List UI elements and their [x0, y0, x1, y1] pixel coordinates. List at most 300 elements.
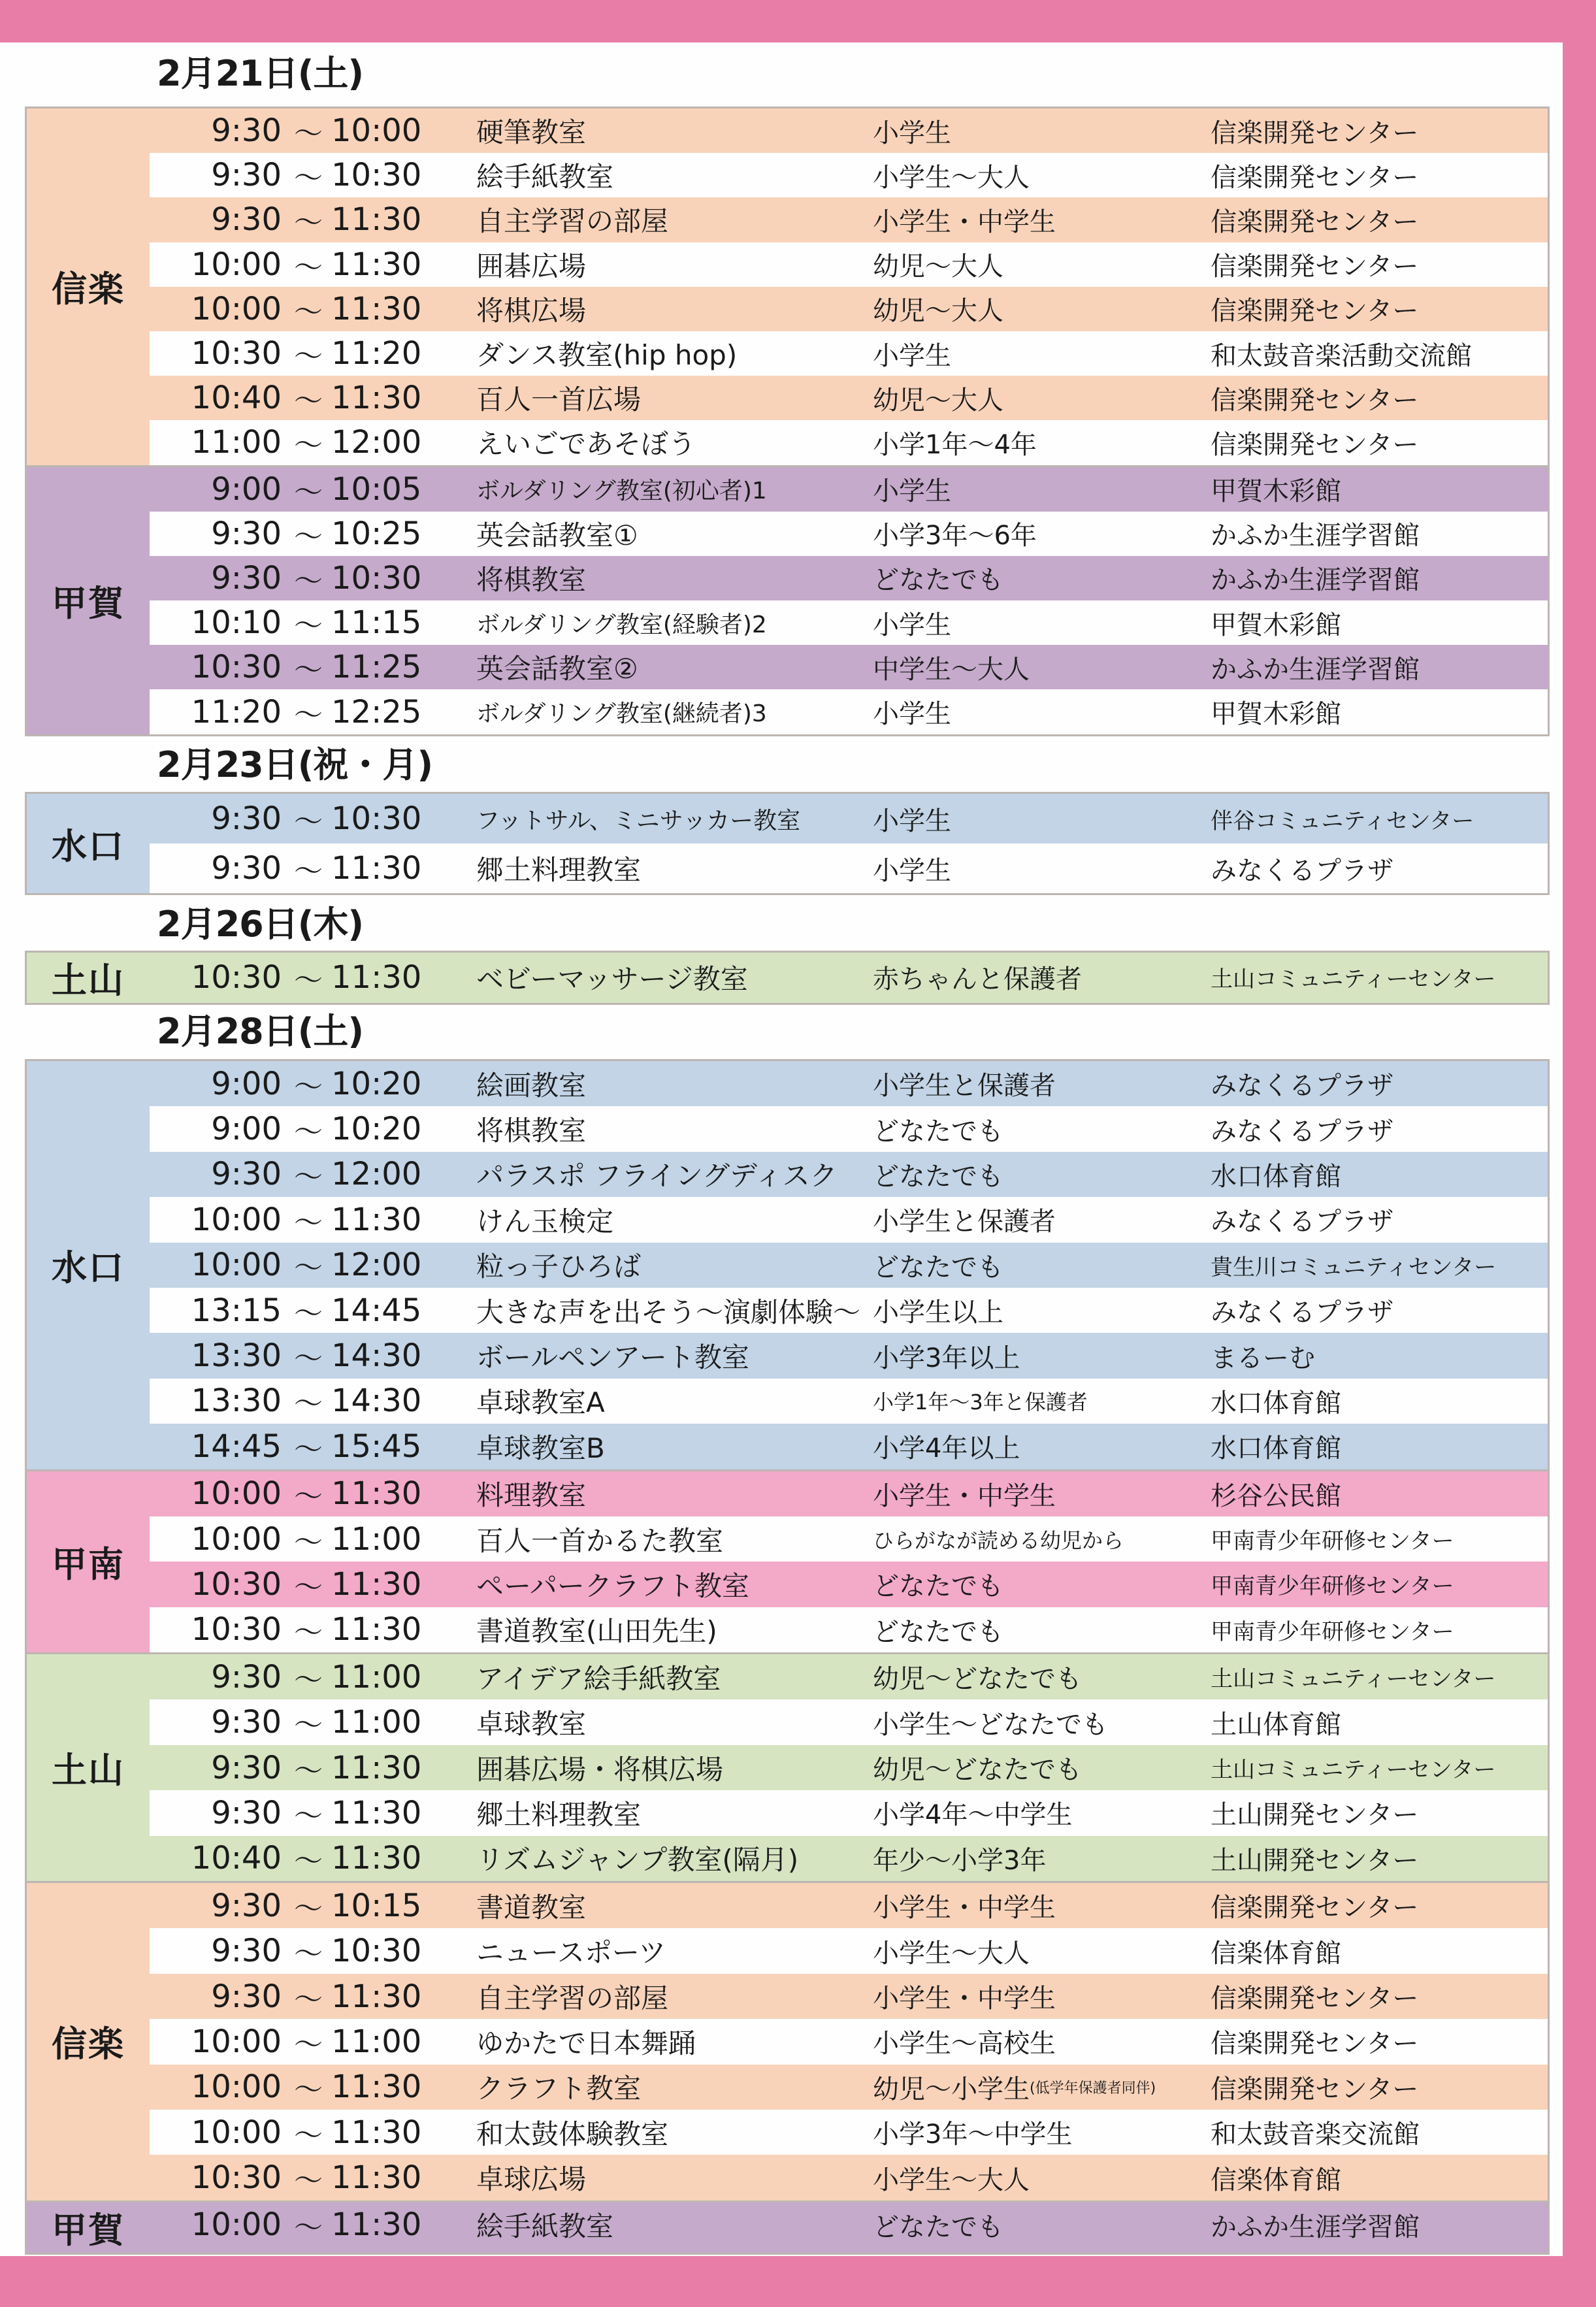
area-group-甲南 — [27, 1469, 1548, 1653]
event-row — [150, 2155, 1548, 2200]
event-row — [150, 420, 1548, 465]
venue: 信楽開発センター — [1211, 429, 1419, 460]
event-title: 書道教室(山田先生) — [476, 1615, 717, 1648]
time-separator: 〜 — [294, 1070, 323, 1104]
venue: 信楽体育館 — [1211, 2165, 1341, 2195]
target-audience — [873, 600, 951, 645]
target-audience — [873, 2019, 1056, 2064]
venue: 信楽開発センター — [1211, 118, 1419, 148]
time-separator: 〜 — [294, 1982, 323, 2016]
start-time: 9:30 — [211, 559, 282, 597]
time-separator: 〜 — [294, 564, 323, 598]
time-separator: 〜 — [294, 1570, 323, 1604]
venue: 信楽開発センター — [1211, 162, 1419, 193]
time-separator: 〜 — [294, 1480, 323, 1514]
end-time: 11:00 — [331, 2023, 422, 2060]
event-row — [150, 467, 1548, 512]
start-time: 9:30 — [211, 1978, 282, 2015]
end-time: 11:30 — [331, 201, 422, 238]
end-time: 11:00 — [331, 1704, 422, 1741]
time-separator: 〜 — [294, 1342, 323, 1376]
end-time: 11:30 — [331, 1475, 422, 1513]
event-title: アイデア絵手紙教室 — [476, 1662, 721, 1695]
event-row — [150, 645, 1548, 689]
event-title: 百人一首広場 — [476, 384, 642, 416]
start-time: 13:30 — [191, 1383, 282, 1420]
target-text: 小学生 — [873, 699, 951, 730]
event-title: 料理教室 — [476, 1479, 587, 1512]
event-row — [150, 2110, 1548, 2155]
event-title: リズムジャンプ教室(隔月) — [476, 1844, 799, 1876]
event-row — [150, 1106, 1548, 1151]
target-text: どなたでも — [873, 565, 1003, 596]
event-row — [150, 1061, 1548, 1106]
target-text: 小学4年以上 — [873, 1433, 1020, 1464]
schedule-table — [25, 792, 1550, 895]
start-time: 10:00 — [191, 1520, 282, 1558]
target-text: 小学生 — [873, 476, 951, 507]
venue: 信楽開発センター — [1211, 1984, 1419, 2014]
venue: 土山開発センター — [1211, 1845, 1419, 1876]
venue: まるーむ — [1211, 1343, 1315, 1373]
venue: 甲南青少年研修センター — [1211, 1618, 1454, 1645]
time-separator: 〜 — [294, 1754, 323, 1788]
start-time: 9:30 — [211, 1933, 282, 1970]
event-title: 囲碁広場・将棋広場 — [476, 1753, 724, 1786]
area-group-甲賀 — [27, 2201, 1548, 2253]
time-separator: 〜 — [294, 429, 323, 463]
venue: 信楽開発センター — [1211, 2074, 1419, 2104]
start-time: 9:30 — [211, 515, 282, 552]
end-time: 10:15 — [331, 1887, 422, 1924]
end-time: 11:30 — [331, 958, 422, 996]
target-audience — [873, 1106, 1003, 1151]
target-text: 中学生〜大人 — [873, 654, 1030, 685]
target-text: どなたでも — [873, 2212, 1003, 2242]
target-text: 小学3年〜6年 — [873, 521, 1037, 551]
target-audience — [873, 556, 1003, 600]
event-title: 書道教室 — [476, 1891, 587, 1923]
event-title: フットサル、ミニサッカー教室 — [476, 807, 801, 834]
target-text: 幼児〜小学生 — [873, 2074, 1030, 2104]
target-audience — [873, 512, 1037, 556]
target-audience — [873, 108, 951, 153]
target-audience — [873, 242, 1003, 287]
event-rows — [150, 794, 1548, 893]
target-audience — [873, 1883, 1056, 1928]
start-time: 9:30 — [211, 1749, 282, 1786]
target-audience — [873, 420, 1037, 465]
end-time: 11:30 — [331, 1201, 422, 1238]
target-audience — [873, 645, 1030, 689]
start-time: 10:00 — [191, 290, 282, 327]
venue: 水口体育館 — [1211, 1161, 1341, 1192]
venue: かふか生涯学習館 — [1211, 654, 1420, 685]
event-rows — [150, 1654, 1548, 1881]
event-title: ダンス教室(hip hop) — [476, 339, 738, 372]
target-audience — [873, 1379, 1088, 1424]
event-row — [150, 953, 1548, 1002]
venue: 信楽開発センター — [1211, 252, 1419, 282]
time-separator: 〜 — [294, 805, 323, 838]
start-time: 10:00 — [191, 2069, 282, 2106]
start-time: 10:30 — [191, 1611, 282, 1648]
target-text: 小学生 — [873, 806, 951, 836]
time-separator: 〜 — [294, 855, 323, 888]
area-label: 土山 — [52, 960, 125, 1001]
end-time: 14:45 — [331, 1292, 422, 1329]
event-row — [150, 1243, 1548, 1288]
area-group-甲賀 — [27, 465, 1548, 734]
target-audience — [873, 1745, 1082, 1790]
area-label: 土山 — [52, 1750, 125, 1792]
target-audience — [873, 1516, 1124, 1562]
event-title: ボルダリング教室(経験者)2 — [476, 611, 767, 638]
target-text: 小学4年〜中学生 — [873, 1800, 1073, 1831]
target-audience — [873, 1061, 1056, 1106]
venue: 信楽開発センター — [1211, 2029, 1419, 2059]
time-separator: 〜 — [294, 2164, 323, 2198]
target-audience — [873, 1654, 1082, 1699]
time-separator: 〜 — [294, 117, 323, 151]
event-title: 卓球広場 — [476, 2163, 587, 2196]
date-heading: 2月26日(木) — [157, 904, 364, 945]
event-title: 将棋教室 — [476, 1115, 587, 1147]
schedule-table — [25, 106, 1550, 736]
event-title: ゆかたで日本舞踊 — [476, 2027, 696, 2059]
end-time: 11:30 — [331, 2206, 422, 2244]
time-separator: 〜 — [294, 1205, 323, 1239]
venue: 甲南青少年研修センター — [1211, 1528, 1454, 1555]
venue: 甲賀木彩館 — [1211, 699, 1341, 730]
start-time: 10:40 — [191, 380, 282, 417]
venue: みなくるプラザ — [1211, 1071, 1393, 1102]
target-text: ひらがなが読める幼児から — [873, 1528, 1124, 1553]
event-title: 将棋教室 — [476, 563, 587, 596]
end-time: 11:30 — [331, 246, 422, 283]
event-row — [150, 2202, 1548, 2248]
event-title: 粒っ子ひろば — [476, 1251, 642, 1283]
time-separator: 〜 — [294, 609, 323, 643]
target-text: 小学生・中学生 — [873, 1893, 1056, 1923]
event-title: 郷土料理教室 — [476, 854, 642, 886]
end-time: 12:00 — [331, 1247, 422, 1284]
target-text: 幼児〜どなたでも — [873, 1664, 1082, 1695]
event-row — [150, 1699, 1548, 1744]
target-text: 小学生以上 — [873, 1298, 1003, 1328]
time-separator: 〜 — [294, 340, 323, 374]
start-time: 9:00 — [211, 1065, 282, 1102]
target-audience — [873, 953, 1082, 1002]
event-row — [150, 1333, 1548, 1378]
target-audience — [873, 1333, 1020, 1378]
area-group-土山 — [27, 1652, 1548, 1881]
time-separator: 〜 — [294, 1937, 323, 1971]
target-audience — [873, 1197, 1056, 1242]
target-text: 小学生〜大人 — [873, 162, 1030, 193]
area-label: 甲賀 — [52, 582, 125, 624]
target-text: 幼児〜大人 — [873, 385, 1003, 416]
end-time: 10:30 — [331, 1933, 422, 1970]
target-text: どなたでも — [873, 1616, 1003, 1647]
event-row — [150, 331, 1548, 376]
event-rows — [150, 2202, 1548, 2253]
target-text: 小学生・中学生 — [873, 1984, 1056, 2014]
event-title: 百人一首かるた教室 — [476, 1524, 724, 1557]
event-row — [150, 1928, 1548, 1973]
time-separator: 〜 — [294, 1663, 323, 1697]
event-title: 和太鼓体験教室 — [476, 2118, 669, 2150]
time-separator: 〜 — [294, 384, 323, 418]
start-time: 11:20 — [191, 693, 282, 730]
start-time: 9:30 — [211, 157, 282, 194]
target-audience — [873, 331, 951, 376]
start-time: 9:30 — [211, 1887, 282, 1924]
target-text: 小学1年〜4年 — [873, 429, 1037, 460]
time-separator: 〜 — [294, 475, 323, 509]
event-row — [150, 376, 1548, 420]
end-time: 11:30 — [331, 850, 422, 887]
event-title: 英会話教室① — [476, 519, 638, 551]
start-time: 13:15 — [191, 1292, 282, 1329]
event-title: 大きな声を出そう〜演劇体験〜 — [476, 1296, 861, 1328]
target-audience — [873, 1471, 1056, 1516]
start-time: 11:00 — [191, 424, 282, 461]
area-group-土山 — [27, 953, 1548, 1003]
start-time: 9:30 — [211, 112, 282, 150]
venue: 甲賀木彩館 — [1211, 610, 1341, 640]
event-row — [150, 843, 1548, 893]
event-title: ベビーマッサージ教室 — [476, 962, 748, 995]
target-text: 小学3年〜中学生 — [873, 2119, 1073, 2150]
target-audience — [873, 1607, 1003, 1652]
end-time: 11:30 — [331, 1794, 422, 1831]
start-time: 10:00 — [191, 2023, 282, 2060]
venue: 甲南青少年研修センター — [1211, 1573, 1454, 1600]
end-time: 11:15 — [331, 604, 422, 642]
time-separator: 〜 — [294, 2118, 323, 2152]
target-audience — [873, 1928, 1030, 1973]
event-row — [150, 1471, 1548, 1516]
venue: 信楽開発センター — [1211, 296, 1419, 327]
target-text: 小学生 — [873, 855, 951, 886]
target-note: (低学年保護者同伴) — [1030, 2080, 1156, 2097]
end-time: 11:30 — [331, 2069, 422, 2106]
start-time: 10:30 — [191, 1565, 282, 1603]
area-group-信楽 — [27, 1881, 1548, 2201]
start-time: 10:00 — [191, 1475, 282, 1513]
start-time: 10:00 — [191, 2206, 282, 2244]
area-label: 甲賀 — [52, 2209, 125, 2251]
venue: 水口体育館 — [1211, 1433, 1341, 1464]
venue: 信楽開発センター — [1211, 385, 1419, 416]
event-row — [150, 108, 1548, 153]
event-row — [150, 197, 1548, 242]
event-row — [150, 1288, 1548, 1333]
target-audience — [873, 467, 951, 512]
time-separator: 〜 — [294, 250, 323, 284]
end-time: 10:30 — [331, 559, 422, 597]
start-time: 10:00 — [191, 1201, 282, 1238]
target-text: どなたでも — [873, 1161, 1003, 1192]
event-title: えいごであそぼう — [476, 428, 696, 461]
start-time: 10:10 — [191, 604, 282, 642]
time-separator: 〜 — [294, 1844, 323, 1878]
target-text: 幼児〜大人 — [873, 296, 1003, 327]
event-title: ボルダリング教室(初心者)1 — [476, 478, 767, 505]
area-label: 甲南 — [52, 1543, 125, 1585]
target-audience — [873, 2065, 1156, 2110]
venue: みなくるプラザ — [1211, 855, 1393, 886]
target-text: 小学生〜どなたでも — [873, 1709, 1108, 1740]
time-separator: 〜 — [294, 2073, 323, 2107]
target-audience — [873, 1424, 1020, 1469]
event-row — [150, 600, 1548, 645]
area-label: 信楽 — [52, 269, 125, 310]
event-row — [150, 1790, 1548, 1835]
event-row — [150, 2019, 1548, 2064]
event-row — [150, 1974, 1548, 2019]
event-row — [150, 1152, 1548, 1197]
venue: 土山体育館 — [1211, 1709, 1341, 1740]
event-title: ペーパークラフト教室 — [476, 1569, 749, 1602]
time-separator: 〜 — [294, 1799, 323, 1833]
target-audience — [873, 1288, 1003, 1333]
venue: みなくるプラザ — [1211, 1207, 1393, 1237]
venue: 信楽開発センター — [1211, 1893, 1419, 1923]
target-text: 小学生〜大人 — [873, 2165, 1030, 2195]
end-time: 10:20 — [331, 1065, 422, 1102]
target-audience — [873, 2110, 1072, 2155]
target-audience — [873, 1562, 1003, 1607]
time-separator: 〜 — [294, 1387, 323, 1421]
venue: 土山コミュニティーセンター — [1211, 966, 1496, 992]
venue: 甲賀木彩館 — [1211, 476, 1341, 507]
event-title: 硬筆教室 — [476, 116, 587, 149]
target-text: 小学生 — [873, 340, 951, 371]
start-time: 9:00 — [211, 470, 282, 508]
start-time: 10:00 — [191, 2114, 282, 2151]
area-label: 信楽 — [52, 2023, 125, 2065]
target-audience — [873, 1699, 1108, 1744]
event-title: 英会話教室② — [476, 653, 638, 685]
start-time: 10:30 — [191, 649, 282, 686]
schedule-table — [25, 951, 1550, 1005]
target-text: 小学1年〜3年と保護者 — [873, 1390, 1088, 1415]
event-row — [150, 556, 1548, 600]
venue: みなくるプラザ — [1211, 1116, 1393, 1147]
target-text: 小学3年以上 — [873, 1343, 1020, 1373]
time-separator: 〜 — [294, 653, 323, 687]
target-text: 幼児〜どなたでも — [873, 1755, 1082, 1786]
event-title: 卓球教室A — [476, 1386, 605, 1419]
venue: 和太鼓音楽交流館 — [1211, 2119, 1420, 2150]
event-row — [150, 512, 1548, 556]
event-title: 自主学習の部屋 — [476, 205, 669, 238]
start-time: 10:30 — [191, 958, 282, 996]
event-row — [150, 2065, 1548, 2110]
area-group-水口 — [27, 794, 1548, 893]
target-text: 年少〜小学3年 — [873, 1845, 1047, 1876]
end-time: 11:30 — [331, 1978, 422, 2015]
venue: 杉谷公民館 — [1211, 1481, 1341, 1511]
target-text: 小学生 — [873, 610, 951, 640]
event-row — [150, 1379, 1548, 1424]
event-row — [150, 1607, 1548, 1652]
time-separator: 〜 — [294, 1616, 323, 1650]
time-separator: 〜 — [294, 206, 323, 240]
time-separator: 〜 — [294, 1251, 323, 1285]
end-time: 11:00 — [331, 1658, 422, 1695]
end-time: 12:00 — [331, 1156, 422, 1193]
start-time: 10:00 — [191, 1247, 282, 1284]
event-rows — [150, 108, 1548, 465]
target-audience — [873, 376, 1003, 420]
end-time: 15:45 — [331, 1428, 422, 1465]
target-audience — [873, 1790, 1072, 1835]
event-title: パラスポ フライングディスク — [476, 1160, 838, 1192]
target-text: 小学生と保護者 — [873, 1071, 1056, 1102]
event-row — [150, 1197, 1548, 1242]
venue: 水口体育館 — [1211, 1388, 1341, 1418]
start-time: 10:00 — [191, 246, 282, 283]
time-separator: 〜 — [294, 698, 323, 732]
event-rows — [150, 953, 1548, 1003]
date-heading: 2月21日(土) — [157, 53, 364, 94]
target-text: 小学生・中学生 — [873, 206, 1056, 237]
event-title: 自主学習の部屋 — [476, 1982, 669, 2014]
venue: 土山コミュニティーセンター — [1211, 1666, 1496, 1693]
end-time: 11:30 — [331, 1611, 422, 1648]
event-title: ニュースポーツ — [476, 1937, 666, 1969]
event-title: ボルダリング教室(継続者)3 — [476, 700, 767, 728]
event-rows — [150, 467, 1548, 734]
event-row — [150, 1516, 1548, 1562]
event-title: ボールペンアート教室 — [476, 1341, 749, 1374]
end-time: 11:30 — [331, 380, 422, 417]
area-group-信楽 — [27, 108, 1548, 465]
event-title: 将棋広場 — [476, 294, 587, 327]
event-row — [150, 1424, 1548, 1469]
start-time: 10:30 — [191, 335, 282, 372]
end-time: 11:00 — [331, 1520, 422, 1558]
event-rows — [150, 1883, 1548, 2201]
time-separator: 〜 — [294, 1160, 323, 1194]
target-text: どなたでも — [873, 1571, 1003, 1602]
target-audience — [873, 1243, 1003, 1288]
time-separator: 〜 — [294, 295, 323, 329]
start-time: 10:40 — [191, 1840, 282, 1877]
time-separator: 〜 — [294, 1115, 323, 1149]
schedule-table — [25, 1059, 1550, 2255]
time-separator: 〜 — [294, 2211, 323, 2245]
event-title: けん玉検定 — [476, 1205, 614, 1237]
event-title: 絵画教室 — [476, 1069, 587, 1102]
end-time: 14:30 — [331, 1337, 422, 1375]
venue: 土山開発センター — [1211, 1800, 1419, 1831]
end-time: 12:25 — [331, 693, 422, 730]
target-text: 小学生〜高校生 — [873, 2029, 1056, 2059]
time-separator: 〜 — [294, 1296, 323, 1330]
venue: 伴谷コミュニティセンター — [1211, 808, 1474, 834]
event-title: 絵手紙教室 — [476, 161, 614, 193]
event-row — [150, 1745, 1548, 1790]
start-time: 14:45 — [191, 1428, 282, 1465]
venue: かふか生涯学習館 — [1211, 521, 1420, 551]
time-separator: 〜 — [294, 1891, 323, 1925]
event-title: 郷土料理教室 — [476, 1798, 642, 1831]
target-audience — [873, 794, 951, 843]
